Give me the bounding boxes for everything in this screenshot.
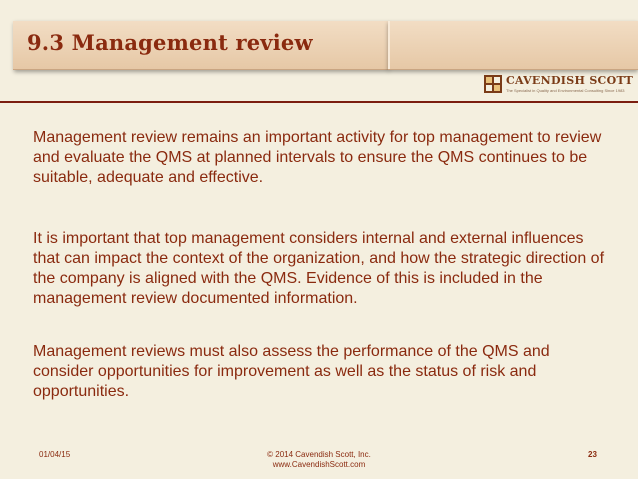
title-bar-extension [388, 21, 638, 70]
paragraph-3: Management reviews must also assess the performance of the QMS and consider opportunities for improvement as well as the status of risk and opportunities. [33, 343, 550, 400]
paragraph-1: Management review remains an important activity for top management to review and evaluate the QMS at planned intervals to ensure the QMS continues to be suitable, adequate and effective. [33, 129, 602, 186]
footer-website: www.CavendishScott.com [272, 460, 366, 469]
cavendish-scott-logo-icon [484, 75, 502, 93]
footer-copyright: © 2014 Cavendish Scott, Inc. [267, 450, 371, 459]
footer-date: 01/04/15 [39, 450, 71, 459]
company-logo [484, 74, 634, 96]
page-number: 23 [588, 450, 597, 459]
header-rule [0, 101, 638, 103]
footer-copyright-block [239, 450, 399, 470]
slide-title: 9.3 Management review [27, 30, 313, 55]
logo-tagline: The Specialist in Quality and Environmental Consulting Since 1983 [506, 88, 625, 93]
title-bar-divider [388, 21, 390, 69]
paragraph-2: It is important that top management considers internal and external influences that can impact the context of the organization, and how the strategic direction of the company is aligned with the QMS. Evidence of this is included in the management review documented information. [33, 230, 605, 307]
logo-name: CAVENDISH SCOTT [506, 74, 634, 87]
